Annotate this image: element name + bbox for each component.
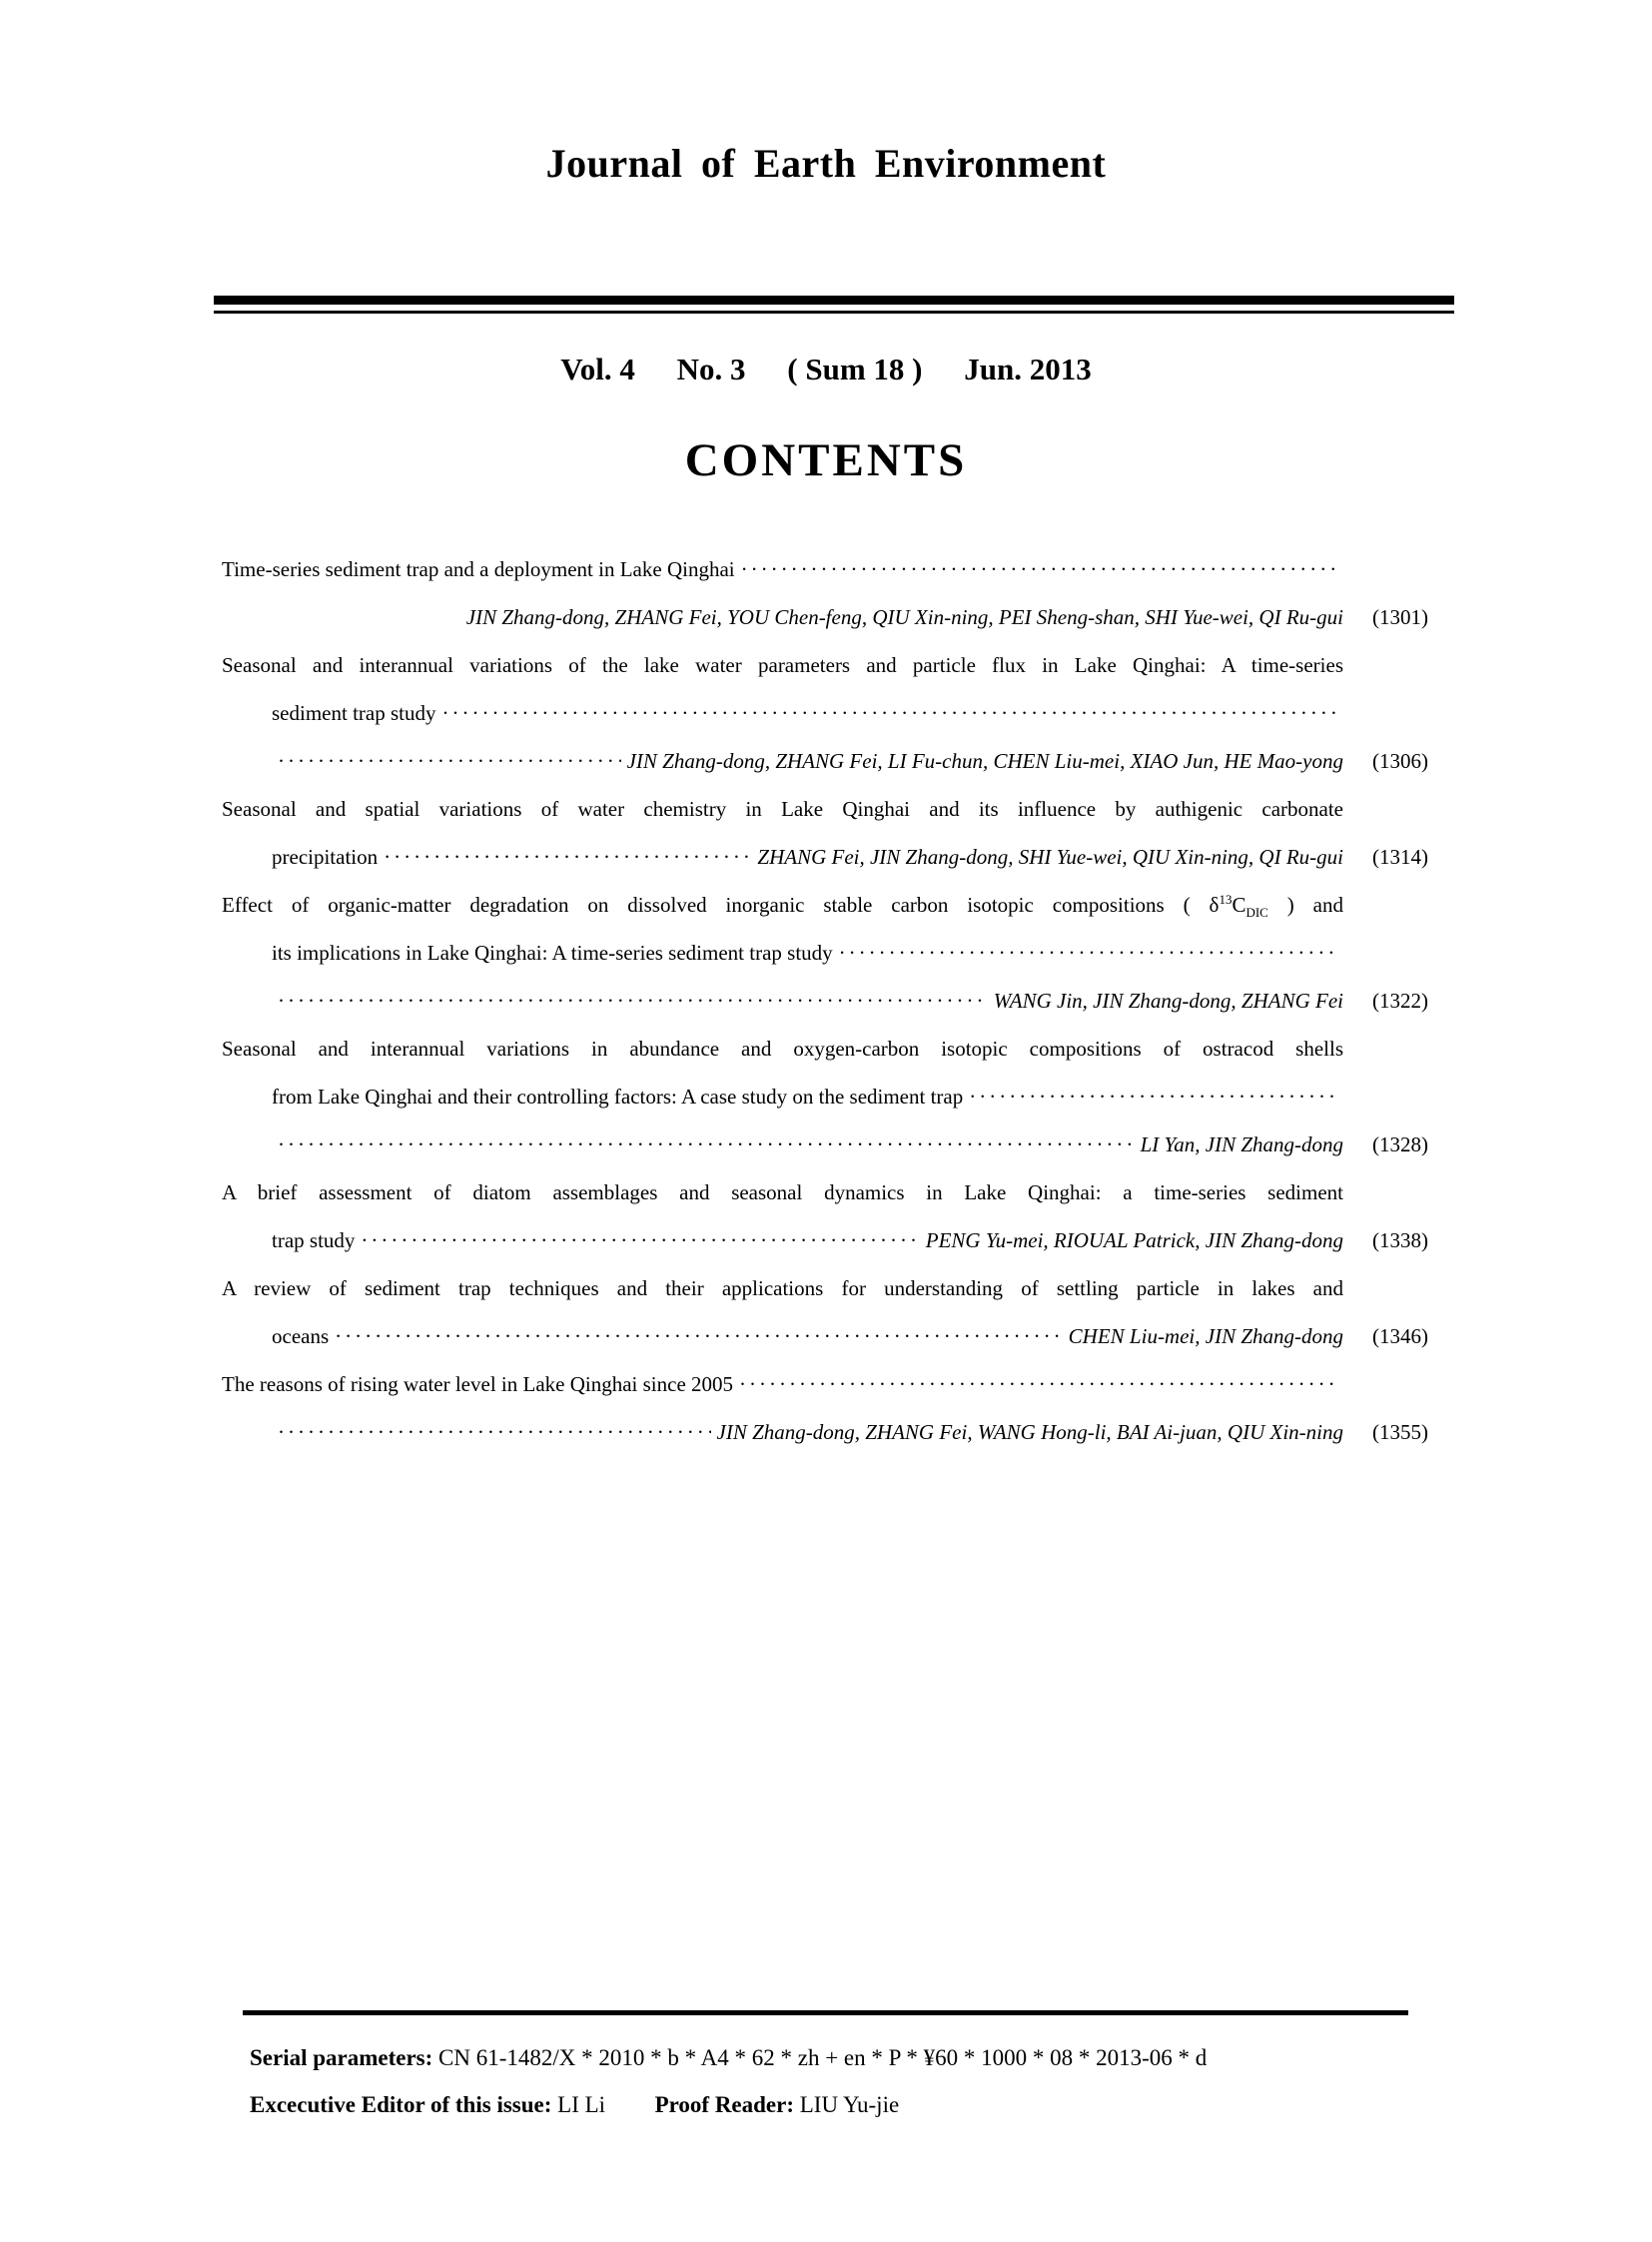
dot-leader xyxy=(278,1408,711,1456)
toc-line xyxy=(222,833,1428,881)
journal-title: Journal of Earth Environment xyxy=(545,141,1107,186)
entry-title-text: from Lake Qinghai and their controlling factors: A case study on the sediment trap xyxy=(272,1085,964,1109)
header-double-rule xyxy=(214,296,1454,314)
indent xyxy=(222,737,272,785)
issue-sum: ( Sum 18 ) xyxy=(787,352,923,386)
toc-line xyxy=(222,929,1428,977)
entry-title-text: precipitation xyxy=(272,845,379,869)
toc-line xyxy=(222,737,1428,785)
serial-parameters-value: CN 61-1482/X * 2010 * b * A4 * 62 * zh + en * P * ¥60 * 1000 * 08 * 2013-06 * d xyxy=(438,2045,1208,2070)
toc-line xyxy=(222,881,1428,929)
toc-line xyxy=(222,1168,1428,1216)
formula-prefix: Effect of organic-matter degradation on dissolved inorganic stable carbon isotopic compositions ( δ xyxy=(222,893,1220,917)
serial-parameters-label: Serial parameters: xyxy=(250,2045,433,2070)
entry-title-text: Seasonal and interannual variations of the lake water parameters and particle flux in Lake Qinghai: A time-series xyxy=(222,653,1343,677)
indent xyxy=(222,1408,272,1456)
entry-page-number: (1306) xyxy=(1372,749,1428,773)
proof-reader-label: Proof Reader: xyxy=(654,2092,794,2117)
toc-line xyxy=(222,977,1428,1025)
indent xyxy=(222,1216,272,1264)
formula-suffix: ) and xyxy=(1267,893,1343,917)
toc-line xyxy=(222,1121,1428,1168)
toc-line xyxy=(222,545,1428,593)
indent xyxy=(222,929,272,977)
entry-authors: LI Yan, JIN Zhang-dong xyxy=(1140,1132,1343,1156)
executive-editor-label: Excecutive Editor of this issue: xyxy=(250,2092,552,2117)
indent xyxy=(222,977,272,1025)
entry-title-text: A brief assessment of diatom assemblages and seasonal dynamics in Lake Qinghai: a time-series sediment xyxy=(222,1180,1343,1204)
entry-page-number: (1338) xyxy=(1372,1228,1428,1252)
toc-line xyxy=(222,1025,1428,1073)
entry-title-text: A review of sediment trap techniques and their applications for understanding of settling particle in lakes and xyxy=(222,1276,1343,1300)
footer-rule xyxy=(243,2010,1408,2015)
rule-thin xyxy=(214,311,1454,314)
dot-leader xyxy=(335,1312,1063,1360)
toc-line xyxy=(222,641,1428,689)
toc-line xyxy=(222,1408,1428,1456)
entry-title-text: Time-series sediment trap and a deployment in Lake Qinghai xyxy=(222,557,735,581)
contents-title: CONTENTS xyxy=(684,434,968,486)
indent xyxy=(222,833,272,881)
indent xyxy=(222,1312,272,1360)
dot-leader xyxy=(441,689,1337,737)
serial-parameters-line xyxy=(250,2034,1428,2081)
indent xyxy=(222,689,272,737)
entry-page-number: (1314) xyxy=(1372,845,1428,869)
entry-title-text xyxy=(222,881,1343,929)
entry-page-number: (1322) xyxy=(1372,989,1428,1013)
dot-leader xyxy=(278,1121,1135,1168)
isotope-superscript: 13 xyxy=(1219,892,1233,907)
toc-line xyxy=(222,1216,1428,1264)
issue-line xyxy=(0,352,1652,387)
toc-line xyxy=(222,1073,1428,1121)
toc-line xyxy=(222,593,1428,641)
entry-authors: PENG Yu-mei, RIOUAL Patrick, JIN Zhang-dong xyxy=(925,1228,1343,1252)
entry-page-number: (1301) xyxy=(1372,605,1428,629)
entry-authors: JIN Zhang-dong, ZHANG Fei, WANG Hong-li, BAI Ai-juan, QIU Xin-ning xyxy=(716,1420,1343,1444)
entry-title-text: Seasonal and interannual variations in abundance and oxygen-carbon isotopic compositions of ostracod shells xyxy=(222,1037,1343,1061)
dot-leader xyxy=(384,833,751,881)
dot-leader xyxy=(278,737,621,785)
issue-volume: Vol. 4 xyxy=(560,352,635,386)
entry-title-text: sediment trap study xyxy=(272,701,436,725)
toc-line xyxy=(222,1264,1428,1312)
entry-authors: WANG Jin, JIN Zhang-dong, ZHANG Fei xyxy=(993,989,1343,1013)
entry-page-number: (1346) xyxy=(1372,1324,1428,1348)
issue-number: No. 3 xyxy=(676,352,746,386)
entry-title-text: Seasonal and spatial variations of water chemistry in Lake Qinghai and its influence by authigenic carbonate xyxy=(222,797,1343,821)
entry-title-text: its implications in Lake Qinghai: A time-series sediment trap study xyxy=(272,941,833,965)
entry-authors: ZHANG Fei, JIN Zhang-dong, SHI Yue-wei, QIU Xin-ning, QI Ru-gui xyxy=(757,845,1343,869)
entry-title-text: trap study xyxy=(272,1228,356,1252)
entry-title-text: The reasons of rising water level in Lake Qinghai since 2005 xyxy=(222,1372,734,1396)
rule-thick xyxy=(214,296,1454,305)
dot-leader xyxy=(839,929,1337,977)
indent xyxy=(222,1073,272,1121)
entry-page-number: (1355) xyxy=(1372,1420,1428,1444)
toc-line xyxy=(222,1360,1428,1408)
dot-leader xyxy=(741,545,1337,593)
table-of-contents xyxy=(222,545,1428,1456)
executive-editor-value: LI Li xyxy=(557,2092,606,2117)
dot-leader xyxy=(969,1073,1337,1121)
formula-element: C xyxy=(1232,893,1246,917)
entry-authors: JIN Zhang-dong, ZHANG Fei, YOU Chen-feng, QIU Xin-ning, PEI Sheng-shan, SHI Yue-wei, QI Ru-gui xyxy=(465,605,1343,629)
entry-page-number: (1328) xyxy=(1372,1132,1428,1156)
toc-line xyxy=(222,689,1428,737)
proof-reader-value: LIU Yu-jie xyxy=(799,2092,900,2117)
toc-line xyxy=(222,1312,1428,1360)
issue-date: Jun. 2013 xyxy=(964,352,1092,386)
entry-title-text: oceans xyxy=(272,1324,330,1348)
isotope-subscript: DIC xyxy=(1245,905,1268,921)
toc-line xyxy=(222,785,1428,833)
dot-leader xyxy=(278,977,988,1025)
entry-authors: JIN Zhang-dong, ZHANG Fei, LI Fu-chun, CHEN Liu-mei, XIAO Jun, HE Mao-yong xyxy=(626,749,1343,773)
entry-authors: CHEN Liu-mei, JIN Zhang-dong xyxy=(1068,1324,1343,1348)
dot-leader xyxy=(739,1360,1337,1408)
indent xyxy=(222,1121,272,1168)
editor-line xyxy=(250,2081,1428,2128)
dot-leader xyxy=(361,1216,919,1264)
footer xyxy=(250,2034,1428,2128)
spacer xyxy=(222,593,466,641)
